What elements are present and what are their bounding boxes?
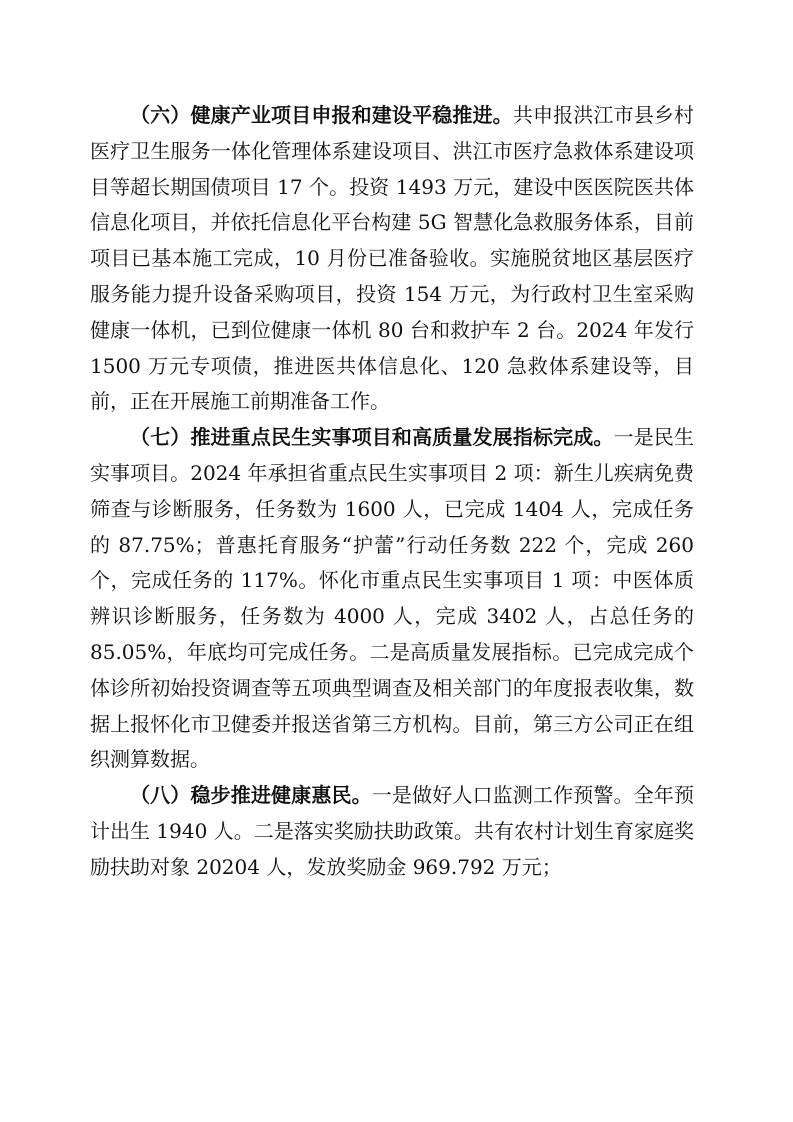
section-body-7: 一是民生实事项目。2024 年承担省重点民生实事项目 2 项：新生儿疾病免费筛查与诊断服务，任务数为 1600 人，已完成 1404 人，完成任务的 87.75%；普惠托育服务“护蕾”行动任务数 222 个，完成 260 个，完成任务的 117%。怀化市重点民生实事项目 1 项：中医体质辨识诊断服务，任务数为 4000 人，完成 3402 人，占总任务的 85.05%，年底均可完成任务。二是高质量发展指标。已完成完成个体诊所初始投资调查等五项典型调查及相关部门的年度报表收集，数据上报怀化市卫健委并报送省第三方机构。目前，第三方公司正在组织测算数据。 [90, 425, 695, 772]
paragraph-8 [90, 778, 694, 885]
paragraph-7 [90, 420, 694, 778]
section-heading-7: （七）推进重点民生实事项目和高质量发展指标完成。 [130, 425, 614, 450]
document-body [90, 98, 694, 886]
paragraph-6 [90, 98, 694, 420]
section-heading-8: （八）稳步推进健康惠民。 [130, 783, 372, 808]
section-body-8: 一是做好人口监测工作预警。全年预计出生 1940 人。二是落实奖励扶助政策。共有农村计划生育家庭奖励扶助对象 20204 人，发放奖励金 969.792 万元； [90, 783, 695, 879]
section-heading-6: （六）健康产业项目申报和建设平稳推进。 [130, 103, 513, 127]
section-body-6: 共申报洪江市县乡村医疗卫生服务一体化管理体系建设项目、洪江市医疗急救体系建设项目等超长期国债项目 17 个。投资 1493 万元，建设中医医院医共体信息化项目，并依托信息化平台构建 5G 智慧化急救服务体系，目前项目已基本施工完成，10 月份已准备验收。实施脱贫地区基层医疗服务能力提升设备采购项目，投资 154 万元，为行政村卫生室采购健康一体机，已到位健康一体机 80 台和救护车 2 台。2024 年发行 1500 万元专项债，推进医共体信息化、120 急救体系建设等，目前，正在开展施工前期准备工作。 [90, 103, 695, 414]
